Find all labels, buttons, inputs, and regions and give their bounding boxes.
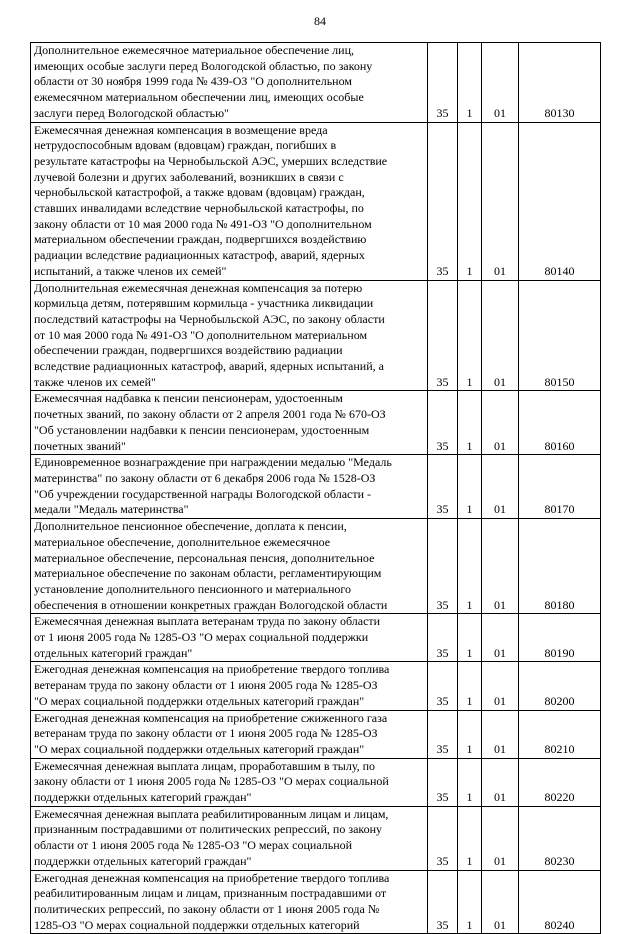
table-row (31, 122, 601, 280)
section-code: 1 (458, 391, 482, 455)
expense-description: Дополнительное ежемесячное материальное обеспечение лиц, имеющих особые заслуги перед Вологодской областью, по закону области от 30 ноября 1999 года № 439-ОЗ "О дополнительном ежемесячном материальном обеспечении лиц, имеющих особые заслуги перед Вологодской областью" (31, 43, 428, 123)
expense-description: Ежегодная денежная компенсация на приобретение твердого топлива ветеранам труда по закону области от 1 июня 2005 года № 1285-ОЗ "О мерах социальной поддержки отдельных категорий граждан" (31, 662, 428, 710)
section-code: 1 (458, 280, 482, 391)
section-code: 1 (458, 662, 482, 710)
table-row (31, 662, 601, 710)
table-row (31, 710, 601, 758)
section-code: 1 (458, 519, 482, 614)
section-code: 1 (458, 758, 482, 806)
ministry-code: 35 (428, 519, 458, 614)
table-row (31, 614, 601, 662)
ministry-code: 35 (428, 391, 458, 455)
section-code: 1 (458, 710, 482, 758)
ministry-code: 35 (428, 806, 458, 870)
ministry-code: 35 (428, 870, 458, 934)
expense-description: Дополнительная ежемесячная денежная компенсация за потерю кормильца детям, потерявшим кормильца - участника ликвидации последствий катастрофы на Чернобыльской АЭС, по закону области от 10 мая 2000 года № 491-ОЗ "О дополнительном материальном обеспечении граждан, подвергшихся воздействию радиации вследствие радиационных катастроф, аварий, ядерных испытаний, а также членов их семей" (31, 280, 428, 391)
expense-description: Ежемесячная денежная выплата лицам, проработавшим в тылу, по закону области от 1 июня 2005 года № 1285-ОЗ "О мерах социальной поддержки отдельных категорий граждан" (31, 758, 428, 806)
expense-description: Единовременное вознаграждение при награждении медалью "Медаль материнства" по закону области от 6 декабря 2006 года № 1528-ОЗ "Об учреждении государственной награды Вологодской области - медали "Медаль материнства" (31, 455, 428, 519)
ministry-code: 35 (428, 455, 458, 519)
target-article-code: 80170 (519, 455, 601, 519)
target-article-code: 80140 (519, 122, 601, 280)
subsection-code: 01 (482, 455, 519, 519)
subsection-code: 01 (482, 43, 519, 123)
table-row (31, 519, 601, 614)
budget-classification-table (30, 42, 601, 934)
subsection-code: 01 (482, 806, 519, 870)
section-code: 1 (458, 806, 482, 870)
table-row (31, 391, 601, 455)
expense-description: Дополнительное пенсионное обеспечение, доплата к пенсии, материальное обеспечение, дополнительное ежемесячное материальное обеспечение, персональная пенсия, дополнительное материальное обеспечение по законам области, регламентирующим установление дополнительного пенсионного и материального обеспечения в отношении конкретных граждан Вологодской области (31, 519, 428, 614)
section-code: 1 (458, 122, 482, 280)
subsection-code: 01 (482, 758, 519, 806)
target-article-code: 80180 (519, 519, 601, 614)
ministry-code: 35 (428, 710, 458, 758)
subsection-code: 01 (482, 870, 519, 934)
table-row (31, 758, 601, 806)
expense-description: Ежемесячная денежная компенсация в возмещение вреда нетрудоспособным вдовам (вдовцам) граждан, погибших в результате катастрофы на Чернобыльской АЭС, умерших вследствие лучевой болезни и других заболеваний, возникших в связи с чернобыльской катастрофой, а также вдовам (вдовцам) граждан, ставших инвалидами вследствие чернобыльской катастрофы, по закону области от 10 мая 2000 года № 491-ОЗ "О дополнительном материальном обеспечении граждан, подвергшихся воздействию радиации вследствие радиационных катастроф, аварий, ядерных испытаний, а также членов их семей" (31, 122, 428, 280)
target-article-code: 80210 (519, 710, 601, 758)
target-article-code: 80190 (519, 614, 601, 662)
ministry-code: 35 (428, 758, 458, 806)
subsection-code: 01 (482, 122, 519, 280)
expense-description: Ежемесячная денежная выплата ветеранам труда по закону области от 1 июня 2005 года № 1285-ОЗ "О мерах социальной поддержки отдельных категорий граждан" (31, 614, 428, 662)
section-code: 1 (458, 43, 482, 123)
ministry-code: 35 (428, 122, 458, 280)
expense-description: Ежегодная денежная компенсация на приобретение сжиженного газа ветеранам труда по закону области от 1 июня 2005 года № 1285-ОЗ "О мерах социальной поддержки отдельных категорий граждан" (31, 710, 428, 758)
subsection-code: 01 (482, 662, 519, 710)
subsection-code: 01 (482, 280, 519, 391)
table-row (31, 806, 601, 870)
expense-description: Ежегодная денежная компенсация на приобретение твердого топлива реабилитированным лицам и лицам, признанным пострадавшими от политических репрессий, по закону области от 1 июня 2005 года № 1285-ОЗ "О мерах социальной поддержки отдельных категорий (31, 870, 428, 934)
ministry-code: 35 (428, 614, 458, 662)
section-code: 1 (458, 870, 482, 934)
subsection-code: 01 (482, 614, 519, 662)
section-code: 1 (458, 614, 482, 662)
target-article-code: 80150 (519, 280, 601, 391)
ministry-code: 35 (428, 662, 458, 710)
subsection-code: 01 (482, 519, 519, 614)
ministry-code: 35 (428, 43, 458, 123)
page-number: 84 (314, 14, 326, 28)
subsection-code: 01 (482, 710, 519, 758)
target-article-code: 80130 (519, 43, 601, 123)
expense-description: Ежемесячная надбавка к пенсии пенсионерам, удостоенным почетных званий, по закону области от 2 апреля 2001 года № 670-ОЗ "Об установлении надбавки к пенсии пенсионерам, удостоенным почетных званий" (31, 391, 428, 455)
section-code: 1 (458, 455, 482, 519)
table-row (31, 280, 601, 391)
target-article-code: 80200 (519, 662, 601, 710)
target-article-code: 80230 (519, 806, 601, 870)
ministry-code: 35 (428, 280, 458, 391)
expense-description: Ежемесячная денежная выплата реабилитированным лицам и лицам, признанным пострадавшими от политических репрессий, по закону области от 1 июня 2005 года № 1285-ОЗ "О мерах социальной поддержки отдельных категорий граждан" (31, 806, 428, 870)
table-row (31, 455, 601, 519)
table-row (31, 43, 601, 123)
table-row (31, 870, 601, 934)
subsection-code: 01 (482, 391, 519, 455)
target-article-code: 80220 (519, 758, 601, 806)
target-article-code: 80240 (519, 870, 601, 934)
target-article-code: 80160 (519, 391, 601, 455)
